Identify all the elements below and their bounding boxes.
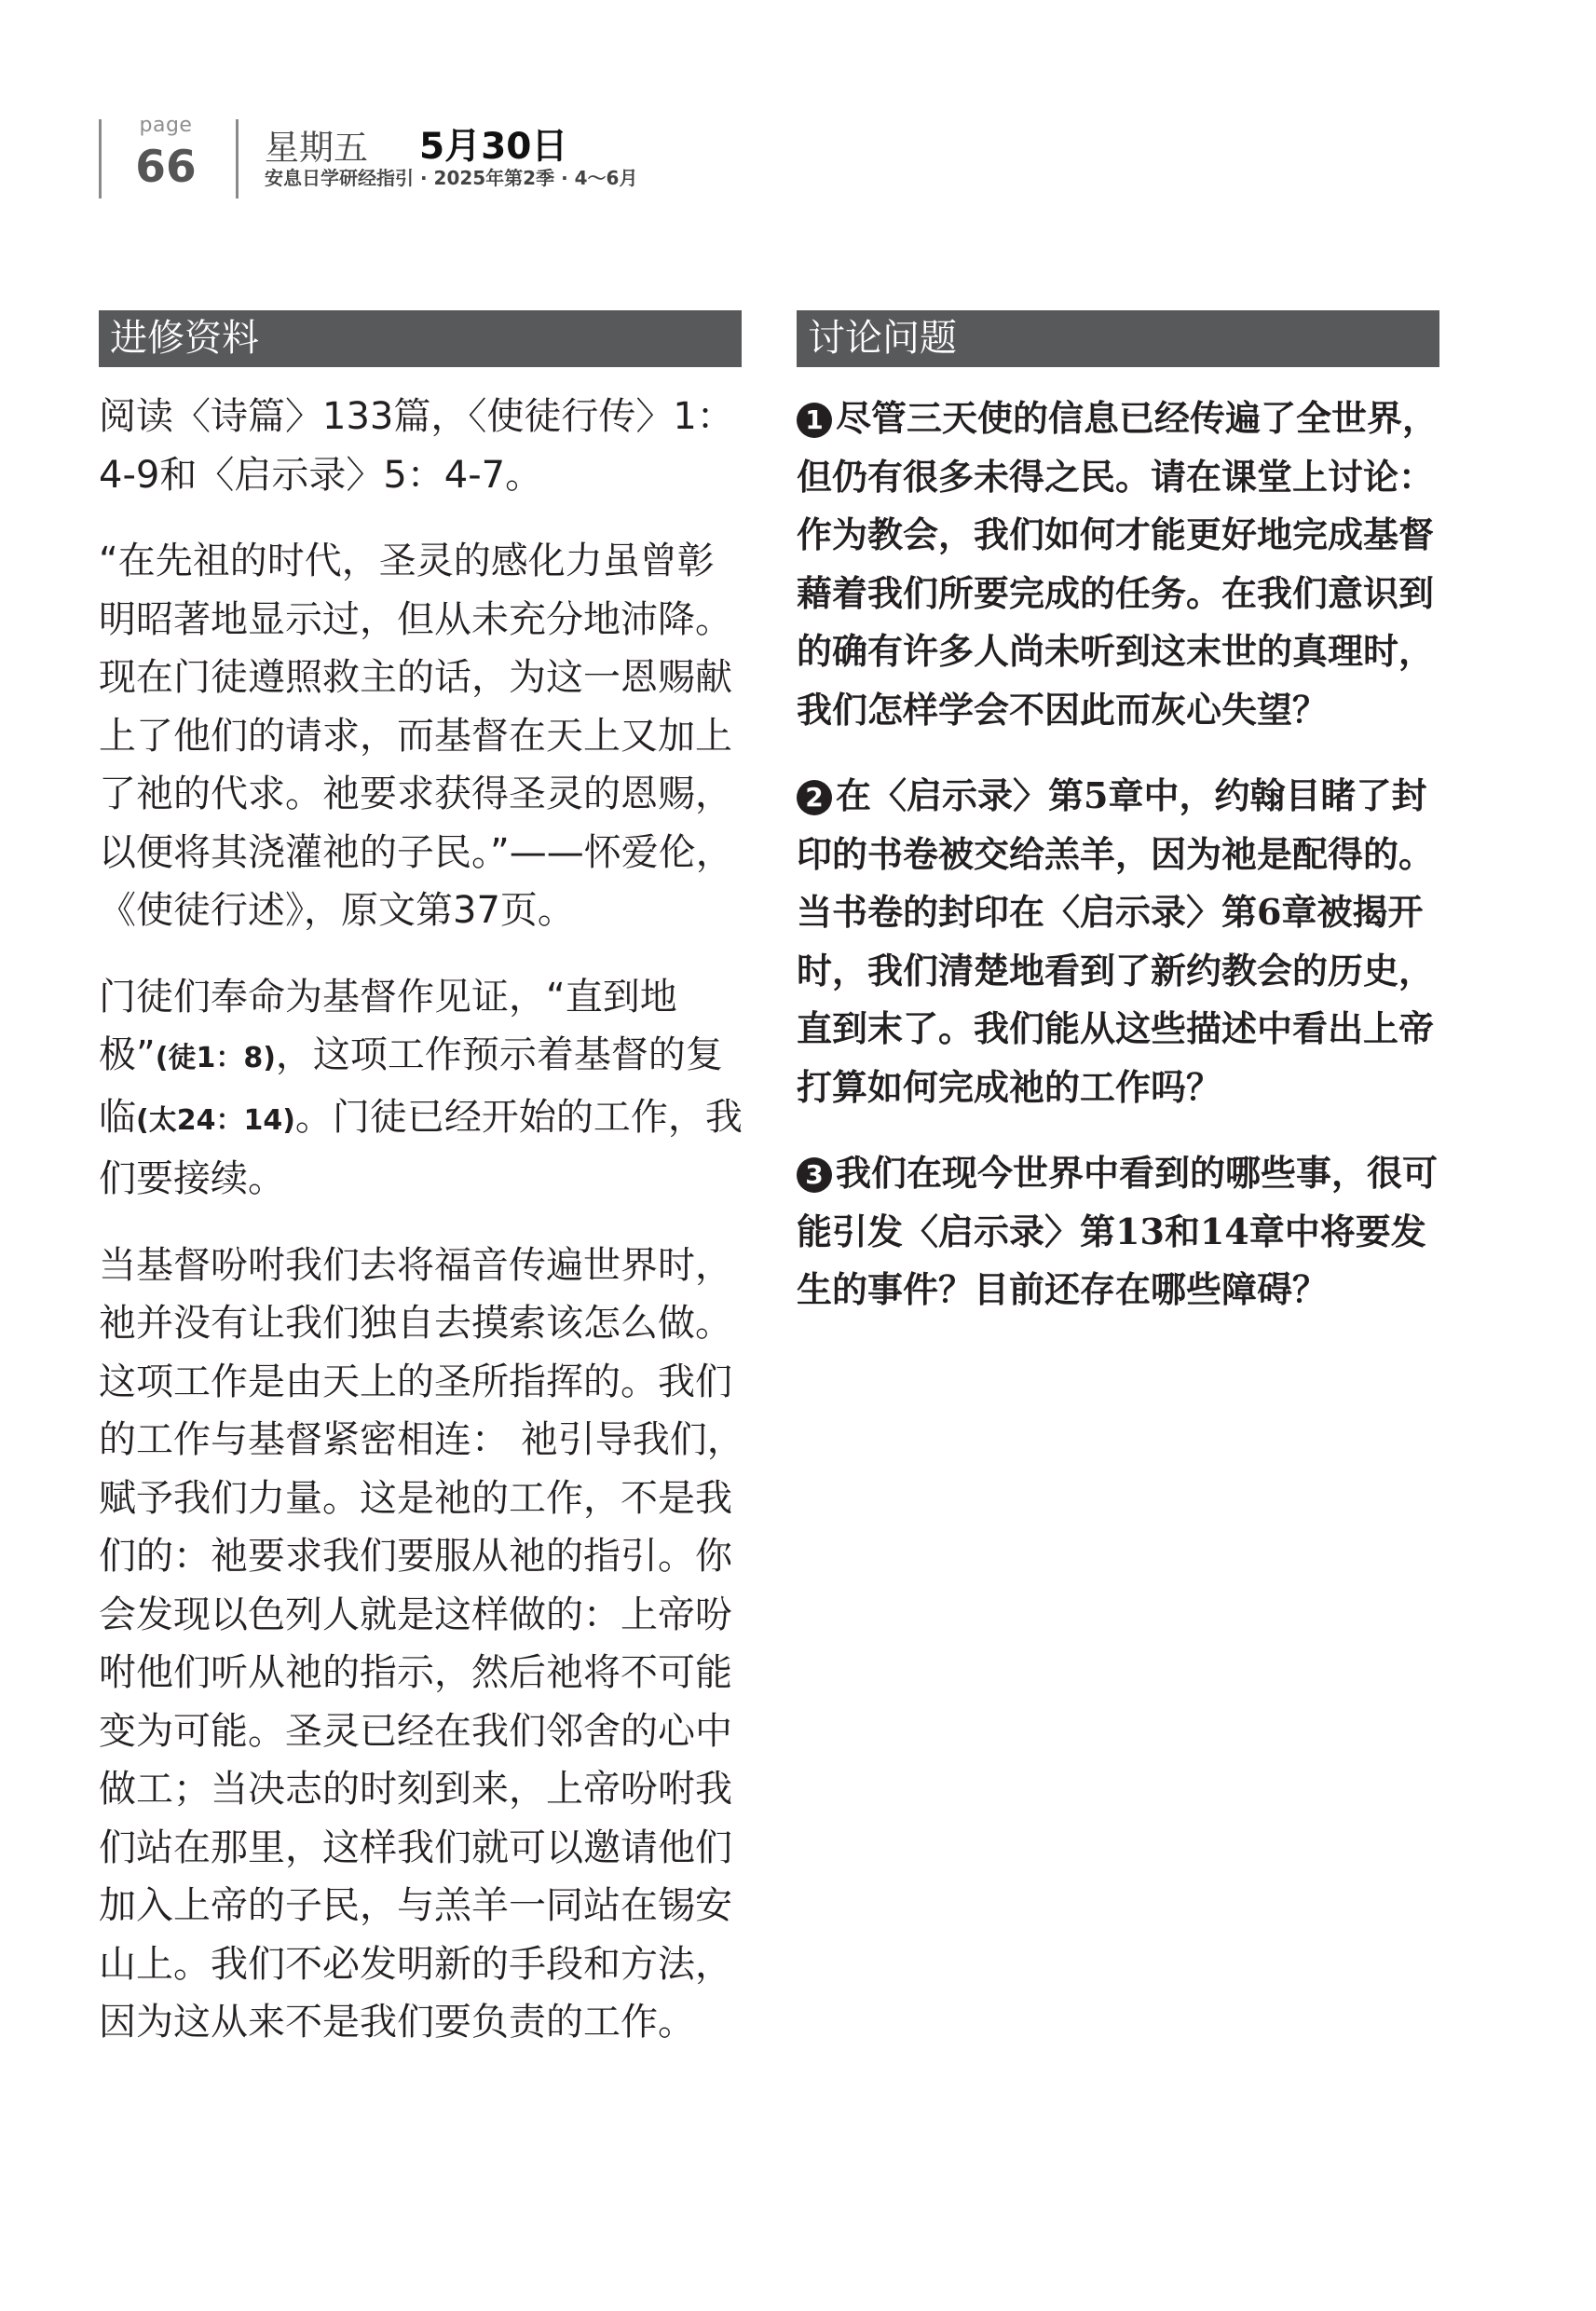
- discussion-question: [797, 767, 1444, 1116]
- study-paragraph-mission: 当基督吩咐我们去将福音传遍世界时，祂并没有让我们独自去摸索该怎么做。这项工作是由天上的圣所指挥的。我们的工作与基督紧密相连： 祂引导我们，赋予我们力量。这是祂的工作，不是我们的：祂要求我们要服从祂的指引。你会发现以色列人就是这样做的：上帝吩咐他们听从祂的指示，然后祂将不可能变为可能。圣灵已经在我们邻舍的心中做工；当决志的时刻到来，上帝吩咐我们站在那里，这样我们就可以邀请他们加入上帝的子民，与羔羊一同站在锡安山上。我们不必发明新的手段和方法，因为这从来不是我们要负责的工作。: [99, 1243, 744, 2044]
- question-text: 在〈启示录〉第5章中，约翰目睹了封印的书卷被交给羔羊，因为祂是配得的。当书卷的封印在〈启示录〉第6章被揭开时，我们清楚地看到了新约教会的历史，直到末了。我们能从这些描述中看出上帝打算如何完成祂的工作吗？: [797, 774, 1435, 1108]
- study-paragraph-reading: 阅读〈诗篇〉133篇，〈使徒行传〉1：4-9和〈启示录〉5：4-7。: [99, 395, 734, 497]
- header-divider-left: [99, 119, 102, 198]
- discussion-question: [797, 1144, 1444, 1320]
- header-divider-right: [236, 119, 239, 198]
- study-column: [99, 388, 746, 2080]
- study-section-title: 进修资料: [99, 310, 742, 367]
- header-weekday: 星期五: [265, 128, 368, 168]
- header-date: 5月30日: [419, 126, 568, 168]
- header-subtitle: 安息日学研经指引 · 2025年第2季 · 4～6月: [265, 167, 638, 189]
- witness-text-c: 。门徒已经开始的工作，我们要接续。: [99, 1095, 743, 1200]
- question-text: 尽管三天使的信息已经传遍了全世界，但仍有很多未得之民。请在课堂上讨论：作为教会，我们如何才能更好地完成基督藉着我们所要完成的任务。在我们意识到的确有许多人尚未听到这末世的真理时，我们怎样学会不因此而灰心失望？: [797, 397, 1439, 731]
- question-number-badge: 1: [797, 403, 832, 438]
- question-text: 我们在现今世界中看到的哪些事，很可能引发〈启示录〉第13和14章中将要发生的事件？目前还存在哪些障碍？: [797, 1152, 1439, 1310]
- scripture-ref-matthew: (太24：14): [136, 1103, 295, 1137]
- discussion-section-title: 讨论问题: [797, 310, 1439, 367]
- study-paragraph-witness: [99, 968, 746, 1209]
- witness-text-a: 门徒们奉命为基督作见证，“直到地极”: [99, 975, 677, 1076]
- page-number: 66: [135, 142, 197, 193]
- discussion-column: [797, 390, 1444, 1347]
- discussion-question: [797, 390, 1444, 739]
- study-paragraph-quote: “在先祖的时代，圣灵的感化力虽曾彰明昭著地显示过，但从未充分地沛降。现在门徒遵照救主的话，为这一恩赐献上了他们的请求，而基督在天上又加上了祂的代求。祂要求获得圣灵的恩赐，以便将其浇灌祂的子民。”——怀爱伦，《使徒行述》，原文第37页。: [99, 540, 733, 932]
- page-label: page: [139, 114, 193, 137]
- scripture-ref-acts: (徒1：8): [155, 1042, 276, 1074]
- witness-text-b: ，这项工作预示着基督的复临: [99, 1033, 723, 1139]
- question-number-badge: 2: [797, 780, 832, 815]
- question-number-badge: 3: [797, 1157, 832, 1193]
